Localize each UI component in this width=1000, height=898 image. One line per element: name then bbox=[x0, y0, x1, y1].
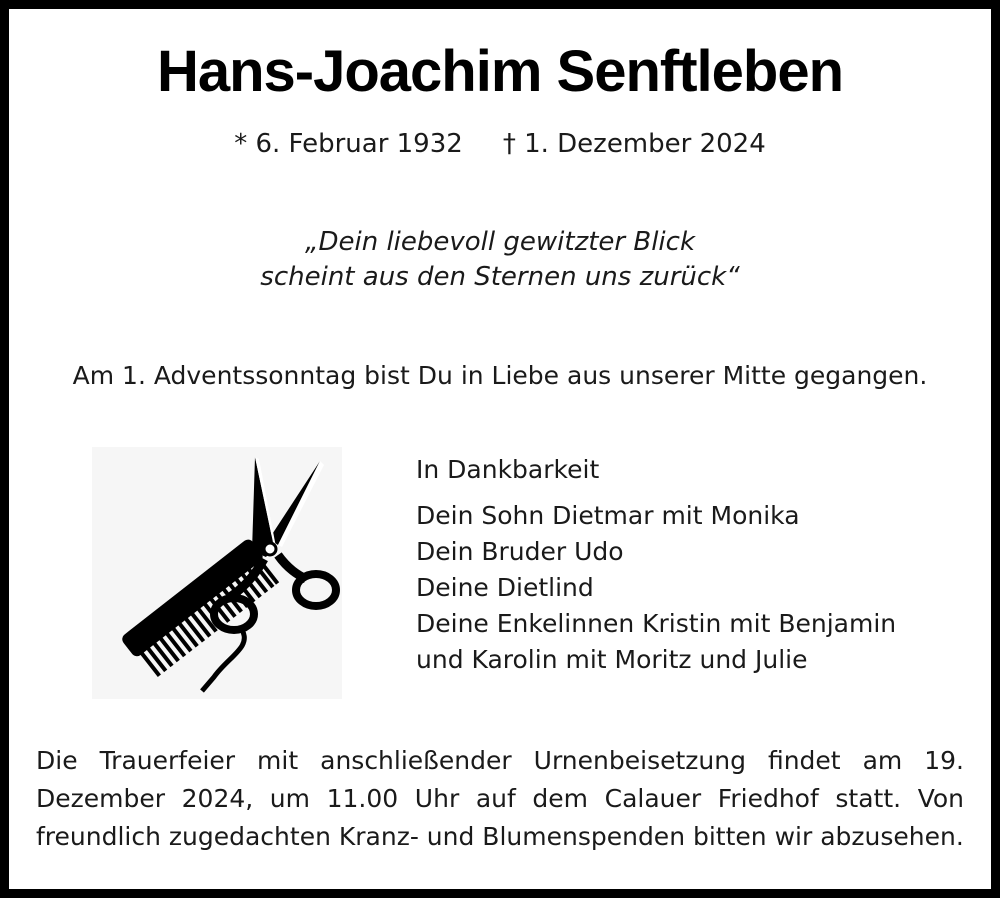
birth-date: * 6. Februar 1932 bbox=[234, 129, 463, 159]
death-date: † 1. Dezember 2024 bbox=[502, 129, 766, 159]
mourner-line: Deine Enkelinnen Kristin mit Benjamin bbox=[416, 609, 897, 638]
mourner-line: und Karolin mit Moritz und Julie bbox=[416, 645, 808, 674]
ceremony-details: Die Trauerfeier mit anschließender Urnenbeisetzung findet am 19. Dezember 2024, um 11.00 Uhr auf dem Calauer Friedhof statt. Von freundlich zugedachten Kranz- und Blumenspenden bitten wir abzusehen. bbox=[36, 746, 964, 851]
quote-line-2: scheint aus den Sternen uns zurück“ bbox=[260, 262, 740, 292]
mourners-heading: In Dankbarkeit bbox=[416, 455, 600, 484]
mourner-line: Deine Dietlind bbox=[416, 573, 594, 602]
mourner-line: Dein Bruder Udo bbox=[416, 537, 624, 566]
life-dates bbox=[9, 127, 991, 161]
quote-line-1: „Dein liebevoll gewitzter Blick bbox=[304, 227, 695, 257]
comb-and-scissors-icon bbox=[92, 447, 342, 699]
memorial-quote bbox=[9, 225, 991, 295]
deceased-name: Hans-Joachim Senftleben bbox=[156, 39, 844, 104]
mourner-line: Dein Sohn Dietmar mit Monika bbox=[416, 501, 800, 530]
passing-statement: Am 1. Adventssonntag bist Du in Liebe aus unserer Mitte gegangen. bbox=[72, 361, 928, 390]
mourners-block bbox=[416, 452, 896, 678]
